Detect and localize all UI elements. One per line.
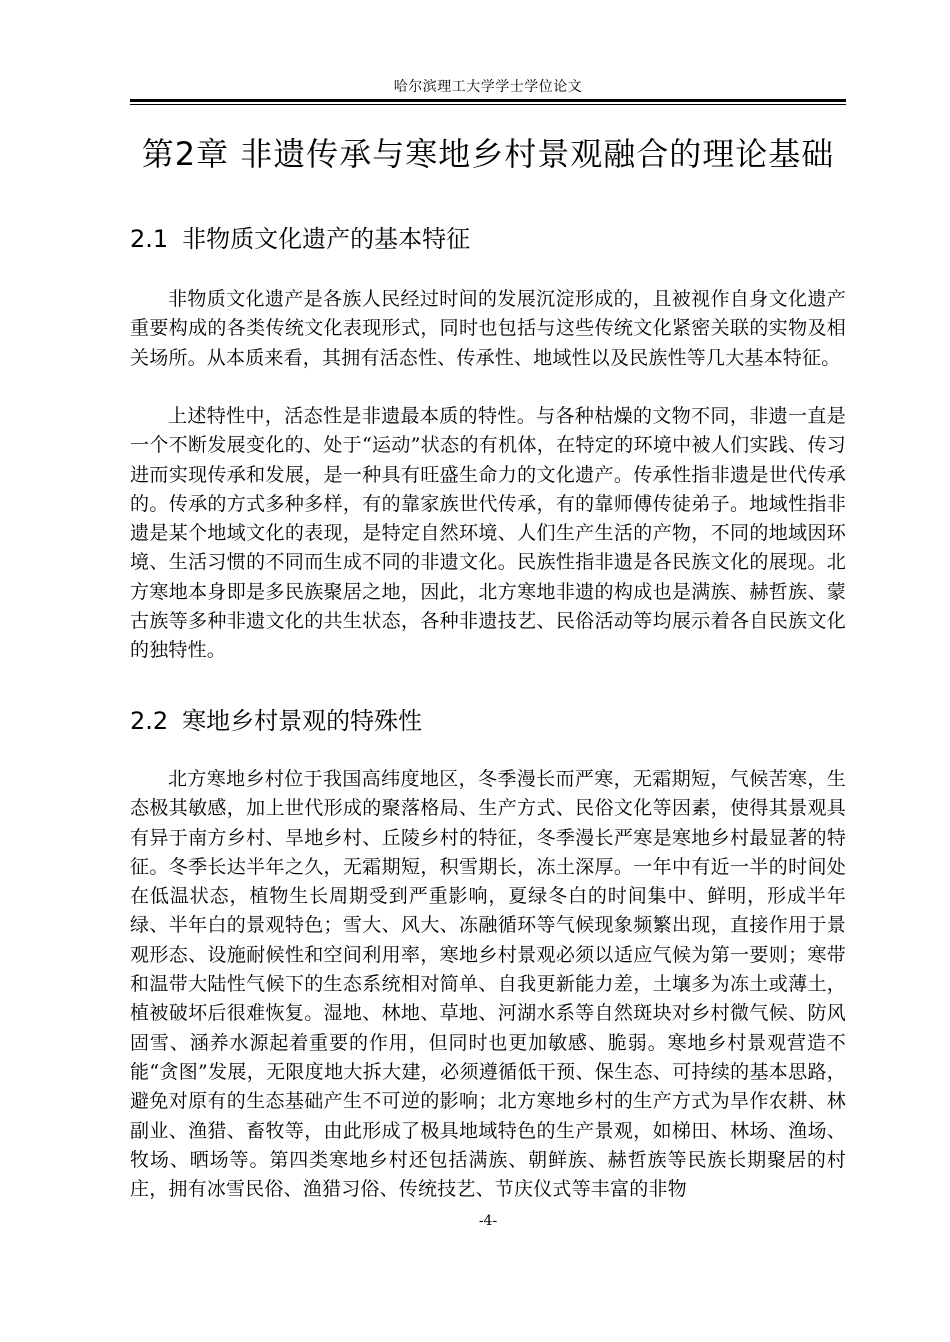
- section-number: 2.1: [130, 225, 169, 253]
- body-paragraph: 上述特性中，活态性是非遗最本质的特性。与各种枯燥的文物不同，非遗一直是一个不断发展变化的、处于“运动”状态的有机体，在特定的环境中被人们实践、传习进而实现传承和发展，是一种具有旺盛生命力的文化遗产。传承性指非遗是世代传承的。传承的方式多种多样，有的靠家族世代传承，有的靠师傅传徒弟子。地域性指非遗是某个地域文化的表现，是特定自然环境、人们生产生活的产物，不同的地域因环境、生活习惯的不同而生成不同的非遗文化。民族性指非遗是各民族文化的展现。北方寒地本身即是多民族聚居之地，因此，北方寒地非遗的构成也是满族、赫哲族、蒙古族等多种非遗文化的共生状态，各种非遗技艺、民俗活动等均展示着各自民族文化的独特性。: [130, 405, 846, 662]
- chapter-title: 第2章 非遗传承与寒地乡村景观融合的理论基础: [141, 135, 835, 173]
- page-number: -4-: [478, 1213, 498, 1229]
- section-number: 2.2: [130, 707, 169, 735]
- section-title-text: 非物质文化遗产的基本特征: [182, 225, 471, 253]
- running-header: 哈尔滨理工大学学士学位论文: [393, 79, 583, 95]
- header-rule-thick: [130, 99, 846, 102]
- section-heading-2-2: [130, 704, 846, 738]
- body-paragraph: 北方寒地乡村位于我国高纬度地区，冬季漫长而严寒，无霜期短，气候苦寒，生态极其敏感，加上世代形成的聚落格局、生产方式、民俗文化等因素，使得其景观具有异于南方乡村、旱地乡村、丘陵乡村的特征，冬季漫长严寒是寒地乡村最显著的特征。冬季长达半年之久，无霜期短，积雪期长，冻土深厚。一年中有近一半的时间处在低温状态，植物生长周期受到严重影响，夏绿冬白的时间集中、鲜明，形成半年绿、半年白的景观特色；雪大、风大、冻融循环等气候现象频繁出现，直接作用于景观形态、设施耐候性和空间利用率，寒地乡村景观必须以适应气候为第一要则；寒带和温带大陆性气候下的生态系统相对简单、自我更新能力差，土壤多为冻土或薄土，植被破坏后很难恢复。湿地、林地、草地、河湖水系等自然斑块对乡村微气候、防风固雪、涵养水源起着重要的作用，但同时也更加敏感、脆弱。寒地乡村景观营造不能“贪图”发展，无限度地大拆大建，必须遵循低干预、保生态、可持续的基本思路，避免对原有的生态基础产生不可逆的影响；北方寒地乡村的生产方式为旱作农耕、林副业、渔猎、畜牧等，由此形成了极具地域特色的生产景观，如梯田、林场、渔场、牧场、晒场等。第四类寒地乡村还包括满族、朝鲜族、赫哲族等民族长期聚居的村庄，拥有冰雪民俗、渔猎习俗、传统技艺、节庆仪式等丰富的非物: [130, 768, 846, 1201]
- section-heading-2-1: [130, 222, 846, 256]
- body-paragraph: 非物质文化遗产是各族人民经过时间的发展沉淀形成的，且被视作自身文化遗产重要构成的各类传统文化表现形式，同时也包括与这些传统文化紧密关联的实物及相关场所。从本质来看，其拥有活态性、传承性、地域性以及民族性等几大基本特征。: [130, 288, 846, 369]
- section-title-text: 寒地乡村景观的特殊性: [182, 707, 423, 735]
- header-rule-thin: [130, 104, 846, 105]
